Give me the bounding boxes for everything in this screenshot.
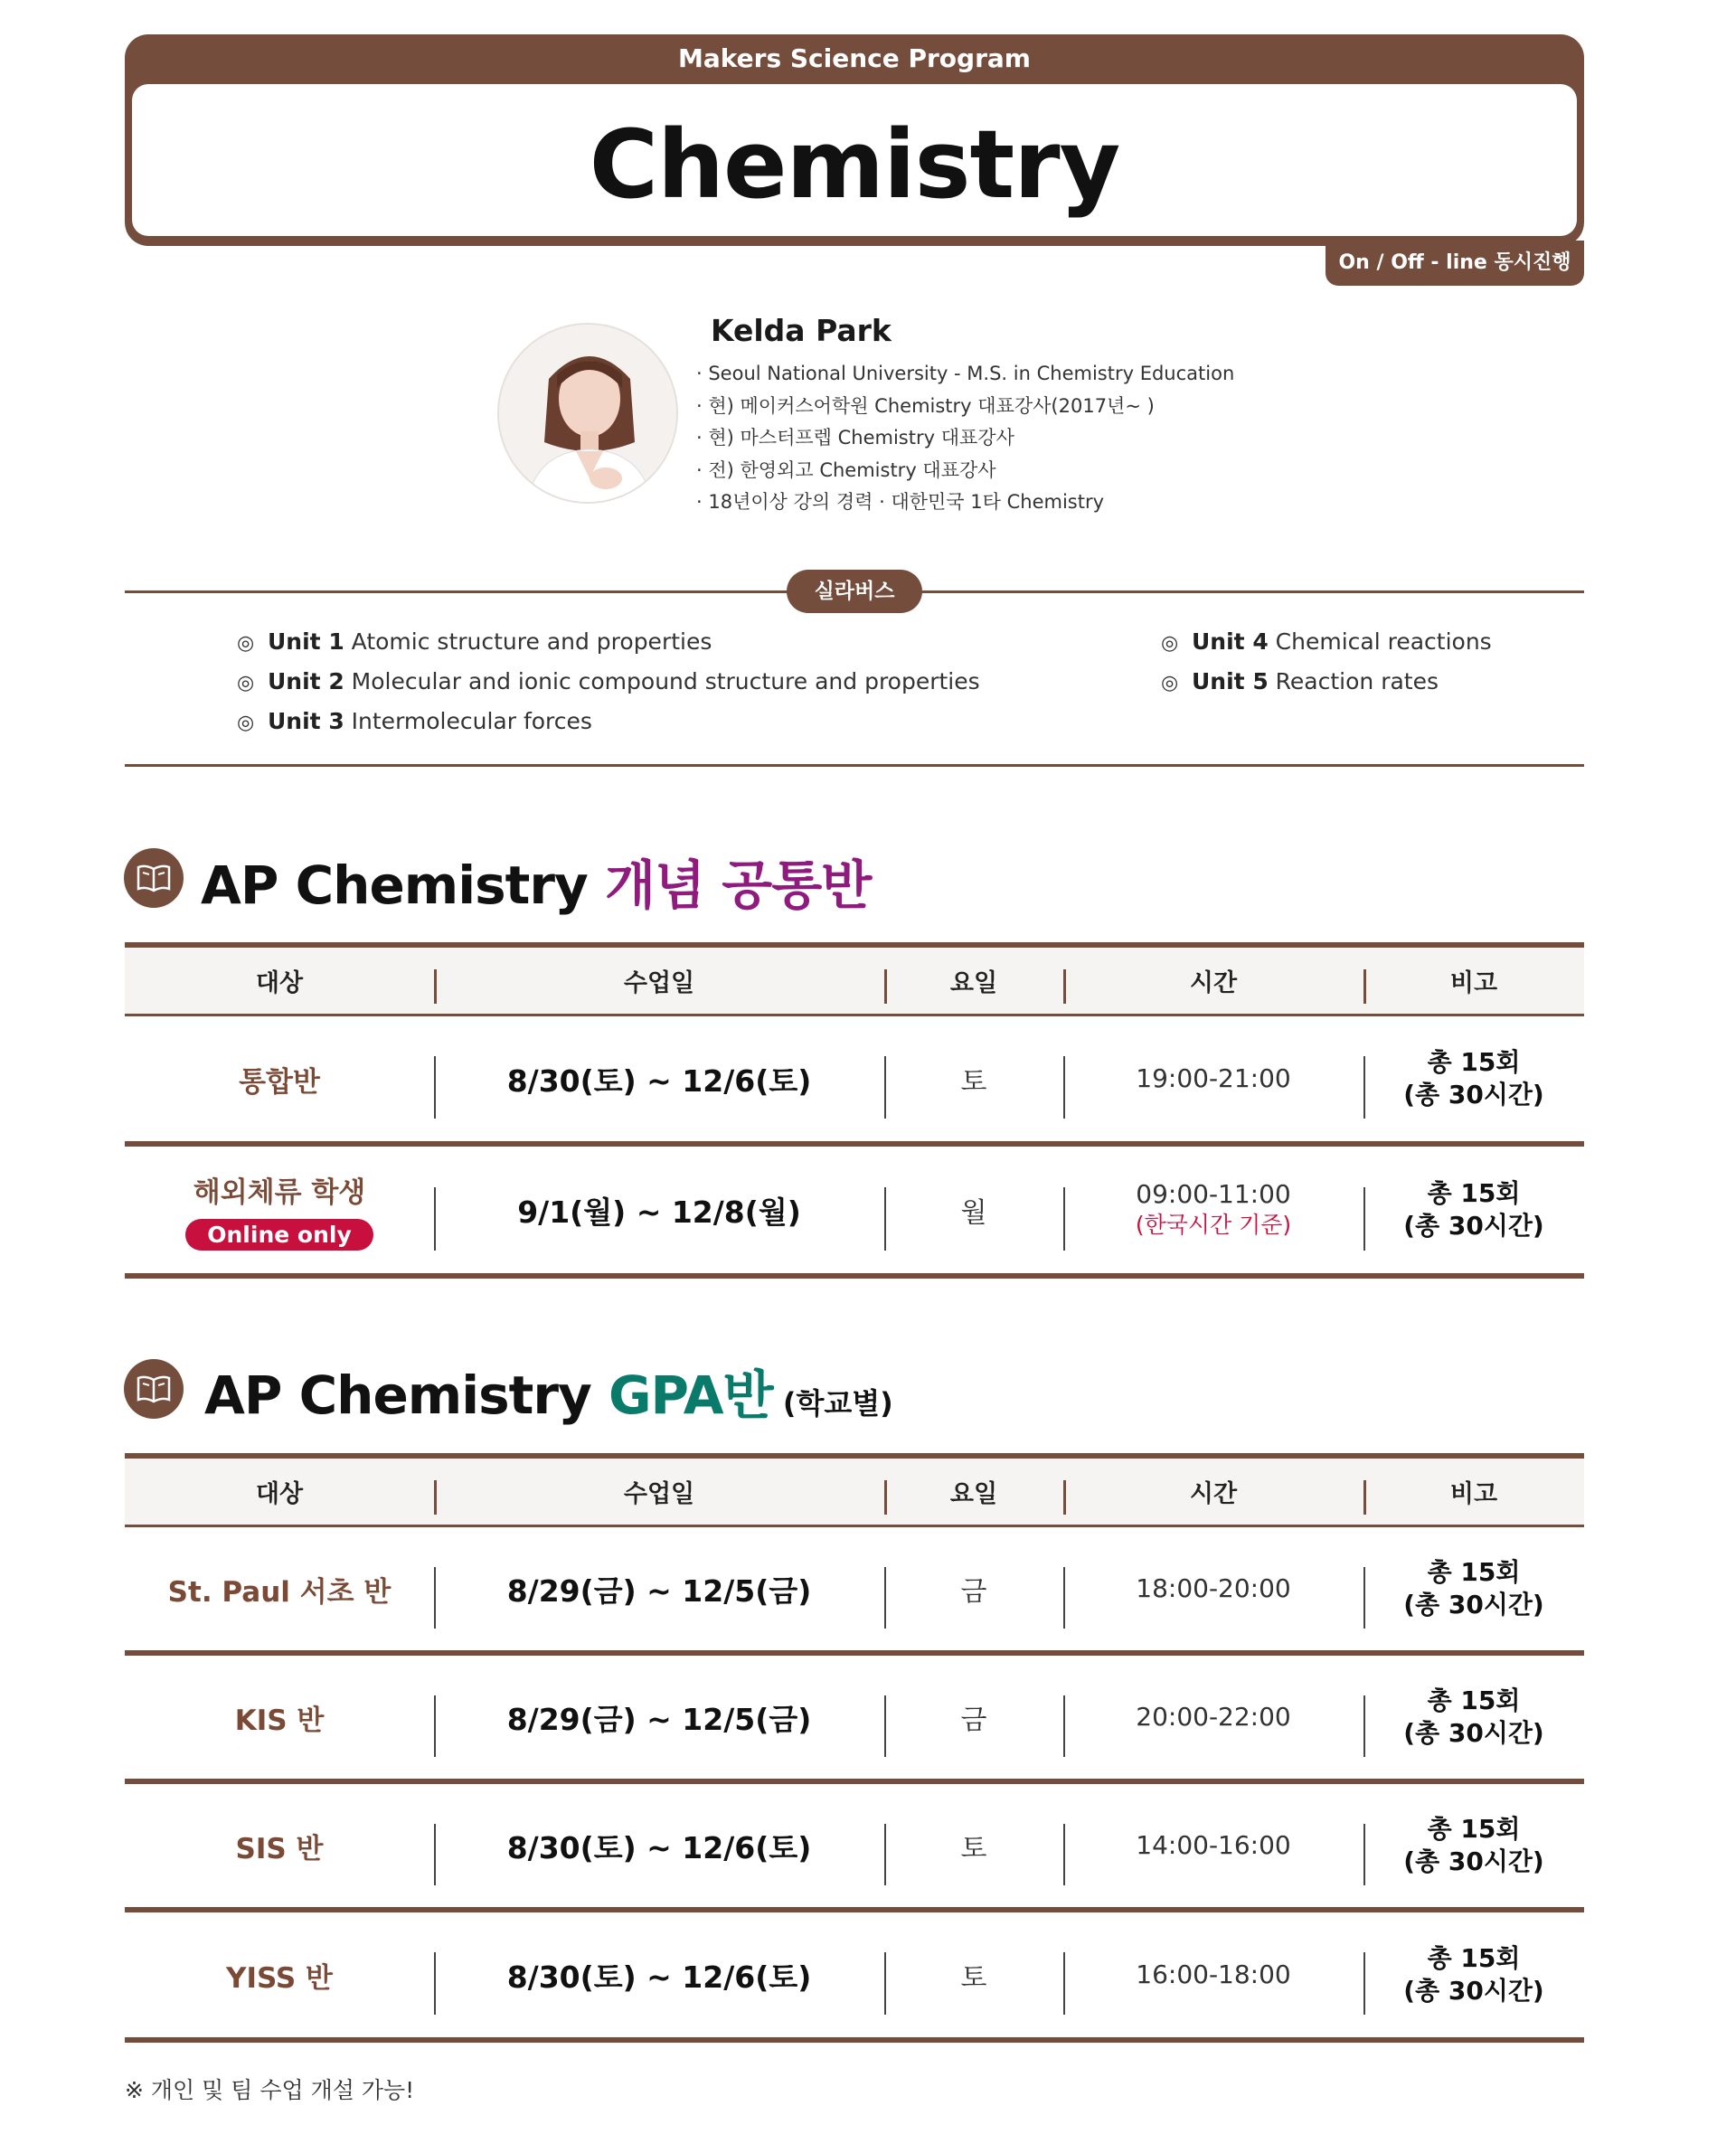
header-time: 시간 (1189, 969, 1238, 997)
row-dates: 8/30(토) ~ 12/6(토) (506, 1829, 812, 1865)
syllabus-item: ◎ Unit 5 Reaction rates (1161, 662, 1492, 702)
row-dates: 9/1(월) ~ 12/8(월) (517, 1194, 801, 1230)
section-title-concept: AP Chemistry 개념 공통반 (201, 855, 872, 916)
row-note: 총 15회 (총 30시간) (1403, 1814, 1544, 1876)
table-header (125, 942, 1584, 1016)
footer-note: ※ 개인 및 팀 수업 개설 가능! (125, 2077, 415, 2103)
row-target: St. Paul 서초 반 (167, 1575, 392, 1609)
row-target: 해외체류 학생 Online only (125, 1147, 434, 1273)
row-day: 금 (960, 1704, 987, 1736)
header-day: 요일 (949, 969, 998, 997)
row-target: KIS 반 (234, 1704, 325, 1737)
row-day: 금 (960, 1576, 987, 1608)
row-dates: 8/29(금) ~ 12/5(금) (506, 1572, 812, 1609)
row-day: 토 (960, 1962, 987, 1994)
credential-item: · 18년이상 강의 경력 · 대한민국 1타 Chemistry (696, 491, 1105, 513)
row-target: SIS 반 (235, 1832, 324, 1865)
header-note: 비고 (1449, 1480, 1498, 1508)
row-note: 총 15회 (총 30시간) (1403, 1686, 1544, 1748)
syllabus-item: ◎ Unit 2 Molecular and ionic compound structure and properties (237, 662, 980, 702)
header-target: 대상 (255, 969, 304, 997)
timezone-note: (한국시간 기준) (1135, 1212, 1292, 1238)
syllabus-item: ◎ Unit 1 Atomic structure and properties (237, 622, 980, 662)
program-header (125, 34, 1584, 246)
credential-item: · 현) 마스터프렙 Chemistry 대표강사 (696, 427, 1014, 449)
concept-schedule-table (125, 942, 1584, 1279)
section-title-gpa: AP Chemistry GPA반 (학교별) (204, 1365, 893, 1426)
title-panel (132, 84, 1577, 236)
row-target: 통합반 (239, 1065, 320, 1099)
credential-item: · 현) 메이커스어학원 Chemistry 대표강사(2017년~ ) (696, 394, 1155, 417)
row-dates: 8/30(토) ~ 12/6(토) (506, 1062, 812, 1099)
table-header (125, 1453, 1584, 1527)
teacher-portrait (499, 325, 678, 504)
table-row (125, 1656, 1584, 1784)
credential-item: · Seoul National University - M.S. in Chemistry Education (696, 363, 1235, 384)
row-day: 토 (960, 1066, 987, 1098)
bullet-icon: ◎ (1161, 672, 1179, 694)
syllabus-bottom-divider (125, 764, 1584, 767)
teacher-name: Kelda Park (711, 313, 892, 348)
syllabus-right-list (1161, 622, 1492, 702)
row-time: 16:00-18:00 (1136, 1959, 1291, 1989)
syllabus-item: ◎ Unit 3 Intermolecular forces (237, 702, 980, 741)
row-note: 총 15회 (총 30시간) (1403, 1047, 1544, 1110)
credential-item: · 전) 한영외고 Chemistry 대표강사 (696, 458, 996, 481)
table-row (125, 1912, 1584, 2043)
row-time: 20:00-22:00 (1136, 1702, 1291, 1732)
header-day: 요일 (949, 1480, 998, 1508)
table-row (125, 1784, 1584, 1912)
header-dates: 수업일 (623, 1480, 695, 1508)
table-row (125, 1527, 1584, 1656)
program-subtitle: Makers Science Program (678, 43, 1031, 73)
row-time: 09:00-11:00 (한국시간 기준) (1063, 1147, 1363, 1273)
row-day: 월 (960, 1197, 987, 1229)
bullet-icon: ◎ (237, 672, 255, 694)
row-note: 총 15회 (총 30시간) (1403, 1943, 1544, 2006)
avatar (497, 323, 678, 504)
header-target: 대상 (255, 1480, 304, 1508)
row-dates: 8/29(금) ~ 12/5(금) (506, 1701, 812, 1737)
row-time: 18:00-20:00 (1136, 1573, 1291, 1603)
gpa-schedule-table (125, 1453, 1584, 2043)
bullet-icon: ◎ (237, 632, 255, 655)
bullet-icon: ◎ (237, 712, 255, 734)
bullet-icon: ◎ (1161, 632, 1179, 655)
table-row (125, 1016, 1584, 1147)
header-dates: 수업일 (623, 969, 695, 997)
row-time: 14:00-16:00 (1136, 1830, 1291, 1860)
syllabus-item: ◎ Unit 4 Chemical reactions (1161, 622, 1492, 662)
row-dates: 8/30(토) ~ 12/6(토) (506, 1959, 812, 1995)
teacher-credentials (696, 358, 1234, 519)
syllabus-badge: 실라버스 (787, 570, 922, 613)
row-time: 19:00-21:00 (1136, 1063, 1291, 1093)
syllabus-left-list (237, 622, 980, 741)
book-icon (124, 1359, 184, 1419)
book-icon (124, 848, 184, 908)
row-day: 토 (960, 1833, 987, 1865)
online-only-badge: Online only (185, 1219, 373, 1251)
table-row (125, 1147, 1584, 1279)
row-note: 총 15회 (총 30시간) (1403, 1178, 1544, 1241)
header-time: 시간 (1189, 1480, 1238, 1508)
page-title: Chemistry (589, 109, 1120, 220)
row-target: YISS 반 (226, 1961, 333, 1995)
mode-badge: On / Off - line 동시진행 (1326, 241, 1584, 286)
row-note: 총 15회 (총 30시간) (1403, 1557, 1544, 1619)
header-note: 비고 (1449, 969, 1498, 997)
